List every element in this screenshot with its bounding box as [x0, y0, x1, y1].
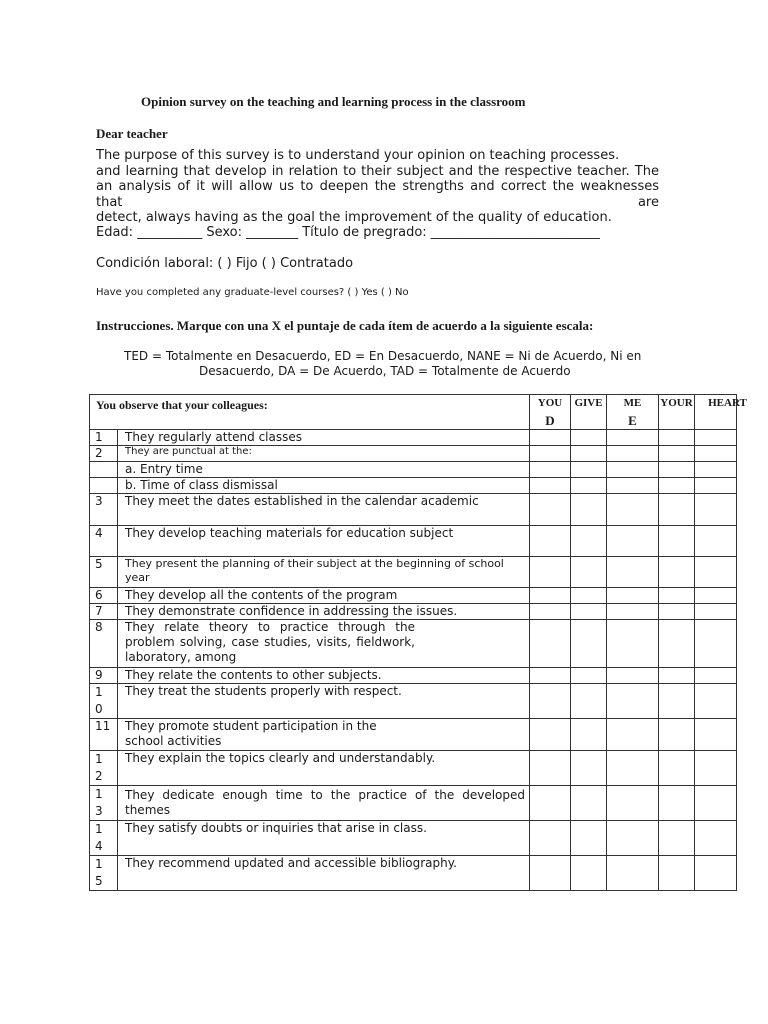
answer-cell[interactable]: [530, 751, 571, 786]
answer-cell[interactable]: [607, 821, 659, 856]
scale-column-4: [659, 395, 695, 430]
item-text: They regularly attend classes: [118, 430, 530, 446]
table-row: [90, 786, 737, 821]
item-number-value: 12: [95, 752, 103, 783]
table-row: [90, 430, 737, 446]
item-number: [90, 751, 118, 786]
table-row: [90, 719, 737, 751]
table-row: [90, 856, 737, 891]
item-text: They develop all the contents of the program: [118, 588, 530, 604]
answer-cell[interactable]: [530, 557, 571, 588]
answer-cell[interactable]: [530, 684, 571, 719]
answer-cell[interactable]: [571, 751, 607, 786]
answer-cell[interactable]: [571, 856, 607, 891]
purpose-line-3: an analysis of it will allow us to deepen the strengths and correct the weaknesses that are: [96, 179, 659, 210]
answer-cell[interactable]: [607, 526, 659, 557]
item-text: They explain the topics clearly and understandably.: [118, 751, 530, 786]
answer-cell[interactable]: [607, 786, 659, 821]
answer-cell[interactable]: [659, 821, 695, 856]
item-text: They recommend updated and accessible bibliography.: [118, 856, 530, 891]
item-text-line: They present the planning of their subject at the beginning of school year: [125, 557, 504, 584]
scale-column-1-top: YOU: [537, 397, 563, 409]
table-row: [90, 462, 737, 478]
answer-cell[interactable]: [659, 588, 695, 604]
answer-cell[interactable]: [607, 719, 659, 751]
table-row: [90, 478, 737, 494]
item-number: 3: [90, 494, 118, 526]
table-header-row: [90, 395, 737, 430]
answer-cell[interactable]: [695, 684, 737, 719]
answer-cell[interactable]: [530, 786, 571, 821]
answer-cell[interactable]: [659, 526, 695, 557]
item-number-value: 10: [95, 685, 103, 716]
answer-cell[interactable]: [695, 478, 737, 494]
table-row: [90, 446, 737, 462]
table-header-label: You observe that your colleagues:: [90, 395, 530, 430]
table-row: [90, 684, 737, 719]
answer-cell[interactable]: [571, 620, 607, 668]
answer-cell[interactable]: [571, 668, 607, 684]
item-text: They relate the contents to other subjects.: [118, 668, 530, 684]
answer-cell[interactable]: [530, 478, 571, 494]
item-text-line: They dedicate enough time to the practice of the developed themes: [125, 788, 525, 817]
answer-cell[interactable]: [530, 620, 571, 668]
answer-cell[interactable]: [607, 856, 659, 891]
answer-cell[interactable]: [571, 821, 607, 856]
item-number: 1: [90, 430, 118, 446]
scale-column-3-top: ME: [623, 397, 642, 409]
answer-cell[interactable]: [607, 604, 659, 620]
answer-cell[interactable]: [695, 430, 737, 446]
item-text-line: They relate theory to practice through the problem solving, case studies, visits, fieldwork, laboratory, among: [125, 620, 415, 664]
answer-cell[interactable]: [659, 751, 695, 786]
answer-cell[interactable]: [530, 588, 571, 604]
answer-cell[interactable]: [607, 684, 659, 719]
answer-cell[interactable]: [530, 821, 571, 856]
item-number-value: 13: [95, 787, 103, 818]
answer-cell[interactable]: [607, 668, 659, 684]
answer-cell[interactable]: [695, 786, 737, 821]
scale-column-2: [571, 395, 607, 430]
item-text: a. Entry time: [118, 462, 530, 478]
answer-cell[interactable]: [695, 620, 737, 668]
item-number: 7: [90, 604, 118, 620]
survey-title: Opinion survey on the teaching and learning process in the classroom: [141, 94, 526, 109]
answer-cell[interactable]: [571, 494, 607, 526]
answer-cell[interactable]: [695, 751, 737, 786]
item-number: 11: [90, 719, 118, 751]
scale-column-5-top: HEART: [708, 397, 747, 409]
item-number: 8: [90, 620, 118, 668]
answer-cell[interactable]: [530, 526, 571, 557]
purpose-line-4: detect, always having as the goal the improvement of the quality of education.: [96, 210, 612, 225]
table-row: [90, 588, 737, 604]
answer-cell[interactable]: [659, 856, 695, 891]
item-number: 5: [90, 557, 118, 588]
answer-cell[interactable]: [659, 462, 695, 478]
answer-cell[interactable]: [695, 526, 737, 557]
answer-cell[interactable]: [607, 751, 659, 786]
answer-cell[interactable]: [571, 462, 607, 478]
item-text: [118, 786, 530, 821]
item-number: [90, 684, 118, 719]
table-row: [90, 526, 737, 557]
table-row: [90, 668, 737, 684]
answer-cell[interactable]: [607, 557, 659, 588]
table-row: [90, 751, 737, 786]
answer-cell[interactable]: [607, 462, 659, 478]
item-number: [90, 786, 118, 821]
graduate-question: Have you completed any graduate-level courses? ( ) Yes ( ) No: [96, 287, 409, 298]
answer-cell[interactable]: [607, 588, 659, 604]
answer-cell[interactable]: [695, 604, 737, 620]
answer-cell[interactable]: [571, 719, 607, 751]
answer-cell[interactable]: [530, 430, 571, 446]
demographic-fields: Edad: __________ Sexo: ________ Título de pregrado: __________________________: [96, 225, 600, 240]
answer-cell[interactable]: [571, 526, 607, 557]
answer-cell[interactable]: [659, 719, 695, 751]
item-number: [90, 478, 118, 494]
item-number: 9: [90, 668, 118, 684]
purpose-line-1: The purpose of this survey is to understand your opinion on teaching processes.: [96, 148, 620, 163]
scale-legend-line-1: TED = Totalmente en Desacuerdo, ED = En Desacuerdo, NANE = Ni de Acuerdo, Ni en: [124, 349, 642, 363]
answer-cell[interactable]: [571, 588, 607, 604]
answer-cell[interactable]: [695, 446, 737, 462]
item-number: [90, 856, 118, 891]
answer-cell[interactable]: [530, 494, 571, 526]
item-number: 2: [90, 446, 118, 462]
scale-column-5: [695, 395, 747, 430]
item-text: [118, 557, 530, 588]
greeting: Dear teacher: [96, 126, 168, 141]
answer-cell[interactable]: [659, 786, 695, 821]
answer-cell[interactable]: [571, 557, 607, 588]
table-row: [90, 620, 737, 668]
answer-cell[interactable]: [695, 856, 737, 891]
item-number: 4: [90, 526, 118, 557]
scale-column-1: [530, 395, 571, 430]
answer-cell[interactable]: [571, 478, 607, 494]
purpose-paragraph: [96, 148, 659, 226]
answer-cell[interactable]: [607, 494, 659, 526]
employment-condition: Condición laboral: ( ) Fijo ( ) Contratado: [96, 256, 354, 271]
item-text: [118, 620, 530, 668]
answer-cell[interactable]: [530, 462, 571, 478]
item-number: [90, 462, 118, 478]
scale-column-3: [607, 395, 659, 430]
answer-cell[interactable]: [607, 478, 659, 494]
scale-column-2-top: GIVE: [574, 397, 603, 409]
item-text: b. Time of class dismissal: [118, 478, 530, 494]
item-number: 6: [90, 588, 118, 604]
item-number-value: 14: [95, 822, 103, 853]
answer-cell[interactable]: [571, 786, 607, 821]
scale-column-3-bottom: E: [628, 413, 637, 428]
item-text: They satisfy doubts or inquiries that arise in class.: [118, 821, 530, 856]
answer-cell[interactable]: [530, 446, 571, 462]
item-text-line: They promote student participation in the school activities: [125, 719, 377, 748]
item-number-value: 15: [95, 857, 103, 888]
purpose-line-2: and learning that develop in relation to their subject and the respective teacher. The: [96, 163, 659, 179]
answer-cell[interactable]: [571, 446, 607, 462]
answer-cell[interactable]: [607, 430, 659, 446]
item-number: [90, 821, 118, 856]
item-text: They demonstrate confidence in addressing the issues.: [118, 604, 530, 620]
answer-cell[interactable]: [659, 620, 695, 668]
answer-cell[interactable]: [695, 719, 737, 751]
answer-cell[interactable]: [695, 588, 737, 604]
answer-cell[interactable]: [659, 478, 695, 494]
item-text: [118, 719, 530, 751]
scale-column-1-bottom: D: [545, 413, 555, 428]
answer-cell[interactable]: [659, 430, 695, 446]
table-row: [90, 604, 737, 620]
answer-cell[interactable]: [659, 684, 695, 719]
scale-legend-line-2: Desacuerdo, DA = De Acuerdo, TAD = Totalmente de Acuerdo: [199, 364, 571, 378]
instructions: Instrucciones. Marque con una X el puntaje de cada ítem de acuerdo a la siguiente escala:: [96, 318, 594, 333]
answer-cell[interactable]: [695, 462, 737, 478]
answer-cell[interactable]: [695, 494, 737, 526]
answer-cell[interactable]: [530, 856, 571, 891]
table-row: [90, 557, 737, 588]
answer-cell[interactable]: [659, 604, 695, 620]
answer-cell[interactable]: [659, 668, 695, 684]
item-text: They are punctual at the:: [118, 446, 530, 462]
item-text: They treat the students properly with respect.: [118, 684, 530, 719]
answer-cell[interactable]: [659, 494, 695, 526]
answer-cell[interactable]: [695, 557, 737, 588]
answer-cell[interactable]: [571, 430, 607, 446]
answer-cell[interactable]: [530, 719, 571, 751]
answer-cell[interactable]: [695, 668, 737, 684]
answer-cell[interactable]: [530, 604, 571, 620]
table-row: [90, 494, 737, 526]
answer-cell[interactable]: [659, 446, 695, 462]
answer-cell[interactable]: [607, 446, 659, 462]
survey-table: [89, 394, 747, 891]
answer-cell[interactable]: [695, 821, 737, 856]
answer-cell[interactable]: [607, 620, 659, 668]
scale-column-4-top: YOUR: [660, 397, 693, 409]
answer-cell[interactable]: [530, 668, 571, 684]
item-text: They develop teaching materials for education subject: [118, 526, 530, 557]
answer-cell[interactable]: [659, 557, 695, 588]
answer-cell[interactable]: [571, 684, 607, 719]
table-row: [90, 821, 737, 856]
item-text: They meet the dates established in the calendar academic: [118, 494, 530, 526]
answer-cell[interactable]: [571, 604, 607, 620]
